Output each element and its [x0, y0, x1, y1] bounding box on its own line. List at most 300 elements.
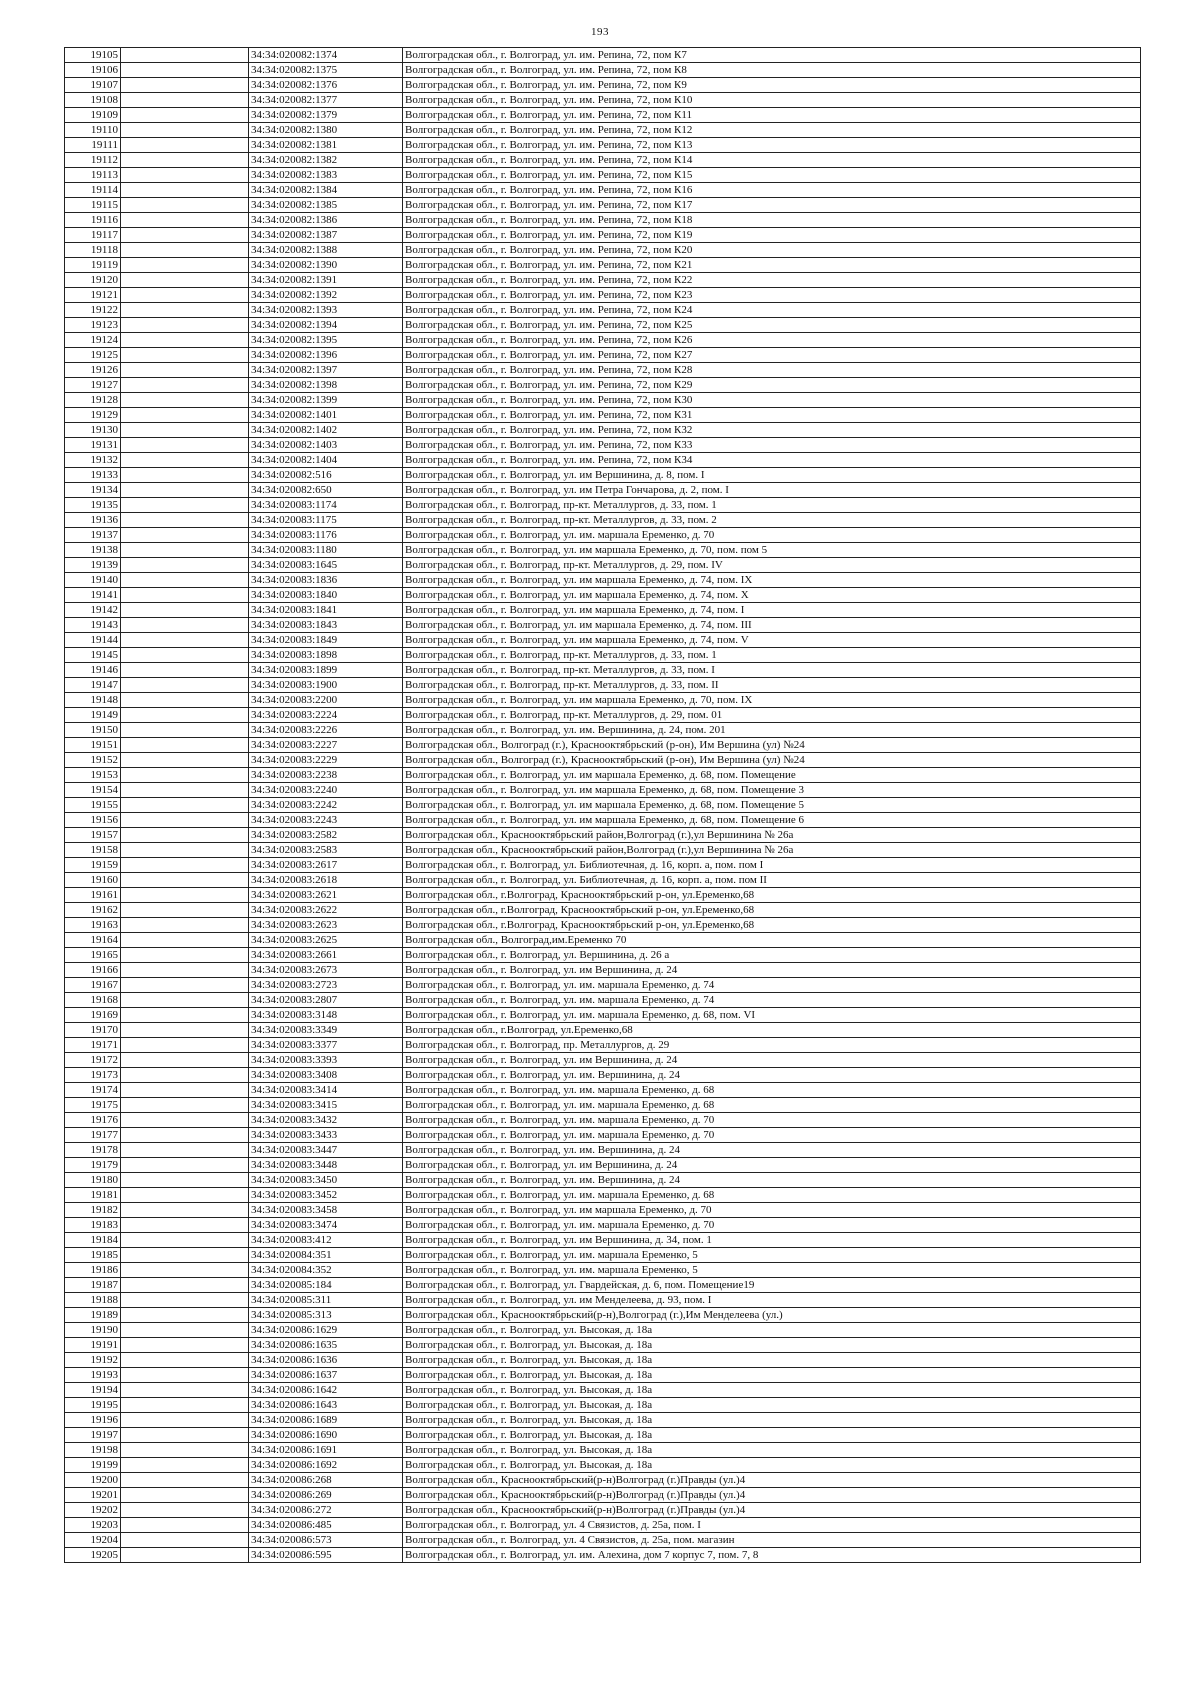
blank-cell — [121, 558, 249, 573]
blank-cell — [121, 948, 249, 963]
blank-cell — [121, 1113, 249, 1128]
row-number: 19198 — [65, 1443, 121, 1458]
address: Волгоградская обл., г. Волгоград, ул. им. маршала Еременко, д. 68, пом. VI — [403, 1008, 1141, 1023]
cadastral-number: 34:34:020083:2673 — [249, 963, 403, 978]
blank-cell — [121, 1098, 249, 1113]
table-row — [65, 708, 1141, 723]
blank-cell — [121, 1233, 249, 1248]
address: Волгоградская обл., г.Волгоград, Краснооктябрьский р-он, ул.Еременко,68 — [403, 903, 1141, 918]
blank-cell — [121, 138, 249, 153]
row-number: 19182 — [65, 1203, 121, 1218]
table-row — [65, 588, 1141, 603]
table-row — [65, 603, 1141, 618]
cadastral-number: 34:34:020083:1645 — [249, 558, 403, 573]
blank-cell — [121, 963, 249, 978]
cadastral-number: 34:34:020082:1392 — [249, 288, 403, 303]
blank-cell — [121, 408, 249, 423]
table-row — [65, 558, 1141, 573]
blank-cell — [121, 243, 249, 258]
address: Волгоградская обл., г. Волгоград, ул. им. Вершинина, д. 24 — [403, 1143, 1141, 1158]
row-number: 19159 — [65, 858, 121, 873]
row-number: 19141 — [65, 588, 121, 603]
address: Волгоградская обл., г. Волгоград, ул. Высокая, д. 18а — [403, 1353, 1141, 1368]
row-number: 19147 — [65, 678, 121, 693]
row-number: 19144 — [65, 633, 121, 648]
cadastral-number: 34:34:020082:1402 — [249, 423, 403, 438]
blank-cell — [121, 1398, 249, 1413]
cadastral-number: 34:34:020083:1899 — [249, 663, 403, 678]
blank-cell — [121, 1023, 249, 1038]
table-row — [65, 1083, 1141, 1098]
address: Волгоградская обл., Краснооктябрьский(р-н)Волгоград (г.)Правды (ул.)4 — [403, 1503, 1141, 1518]
blank-cell — [121, 363, 249, 378]
cadastral-number: 34:34:020082:1399 — [249, 393, 403, 408]
cadastral-number: 34:34:020083:2240 — [249, 783, 403, 798]
blank-cell — [121, 678, 249, 693]
address: Волгоградская обл., г. Волгоград, ул. им Вершинина, д. 24 — [403, 963, 1141, 978]
cadastral-number: 34:34:020083:1180 — [249, 543, 403, 558]
blank-cell — [121, 993, 249, 1008]
table-row — [65, 198, 1141, 213]
address: Волгоградская обл., г. Волгоград, пр-кт. Металлургов, д. 29, пом. IV — [403, 558, 1141, 573]
address: Волгоградская обл., г. Волгоград, ул. им. Вершинина, д. 24 — [403, 1173, 1141, 1188]
row-number: 19186 — [65, 1263, 121, 1278]
row-number: 19114 — [65, 183, 121, 198]
row-number: 19202 — [65, 1503, 121, 1518]
cadastral-number: 34:34:020086:1642 — [249, 1383, 403, 1398]
blank-cell — [121, 753, 249, 768]
address: Волгоградская обл., г. Волгоград, ул. им. Репина, 72, пом К21 — [403, 258, 1141, 273]
table-row — [65, 453, 1141, 468]
address: Волгоградская обл., г. Волгоград, ул. им маршала Еременко, д. 74, пом. V — [403, 633, 1141, 648]
address: Волгоградская обл., г. Волгоград, ул. Высокая, д. 18а — [403, 1383, 1141, 1398]
row-number: 19189 — [65, 1308, 121, 1323]
blank-cell — [121, 1473, 249, 1488]
table-row — [65, 1173, 1141, 1188]
blank-cell — [121, 633, 249, 648]
address: Волгоградская обл., г. Волгоград, ул. им. Репина, 72, пом К14 — [403, 153, 1141, 168]
cadastral-number: 34:34:020086:268 — [249, 1473, 403, 1488]
table-row — [65, 1098, 1141, 1113]
address: Волгоградская обл., г. Волгоград, ул. им маршала Еременко, д. 70, пом. IX — [403, 693, 1141, 708]
address: Волгоградская обл., г. Волгоград, ул. им. Репина, 72, пом К7 — [403, 48, 1141, 63]
cadastral-number: 34:34:020083:2625 — [249, 933, 403, 948]
cadastral-number: 34:34:020086:1636 — [249, 1353, 403, 1368]
address: Волгоградская обл., г. Волгоград, ул. им. Репина, 72, пом К25 — [403, 318, 1141, 333]
row-number: 19121 — [65, 288, 121, 303]
blank-cell — [121, 588, 249, 603]
address: Волгоградская обл., г. Волгоград, ул. им маршала Еременко, д. 74, пом. X — [403, 588, 1141, 603]
address: Волгоградская обл., г. Волгоград, ул. им Вершинина, д. 8, пом. I — [403, 468, 1141, 483]
blank-cell — [121, 723, 249, 738]
cadastral-number: 34:34:020082:1391 — [249, 273, 403, 288]
blank-cell — [121, 618, 249, 633]
blank-cell — [121, 693, 249, 708]
address: Волгоградская обл., г. Волгоград, пр. Металлургов, д. 29 — [403, 1038, 1141, 1053]
table-row — [65, 1398, 1141, 1413]
blank-cell — [121, 78, 249, 93]
table-row — [65, 183, 1141, 198]
row-number: 19188 — [65, 1293, 121, 1308]
address: Волгоградская обл., г. Волгоград, пр-кт. Металлургов, д. 33, пом. 1 — [403, 648, 1141, 663]
address: Волгоградская обл., Краснооктябрьский район,Волгоград (г.),ул Вершинина № 26а — [403, 843, 1141, 858]
row-number: 19180 — [65, 1173, 121, 1188]
row-number: 19123 — [65, 318, 121, 333]
table-row — [65, 498, 1141, 513]
address: Волгоградская обл., г. Волгоград, ул. им. маршала Еременко, д. 74 — [403, 993, 1141, 1008]
table-row — [65, 1248, 1141, 1263]
address: Волгоградская обл., г. Волгоград, ул. им маршала Еременко, д. 70, пом. пом 5 — [403, 543, 1141, 558]
blank-cell — [121, 273, 249, 288]
cadastral-number: 34:34:020083:3448 — [249, 1158, 403, 1173]
address: Волгоградская обл., г. Волгоград, ул. Высокая, д. 18а — [403, 1338, 1141, 1353]
table-row — [65, 1353, 1141, 1368]
row-number: 19171 — [65, 1038, 121, 1053]
row-number: 19203 — [65, 1518, 121, 1533]
cadastral-number: 34:34:020082:1382 — [249, 153, 403, 168]
blank-cell — [121, 183, 249, 198]
table-row — [65, 888, 1141, 903]
row-number: 19169 — [65, 1008, 121, 1023]
cadastral-number: 34:34:020086:573 — [249, 1533, 403, 1548]
registry-table-body — [65, 48, 1141, 1563]
row-number: 19137 — [65, 528, 121, 543]
cadastral-number: 34:34:020086:1643 — [249, 1398, 403, 1413]
row-number: 19106 — [65, 63, 121, 78]
blank-cell — [121, 843, 249, 858]
table-row — [65, 543, 1141, 558]
cadastral-number: 34:34:020082:1383 — [249, 168, 403, 183]
cadastral-number: 34:34:020086:485 — [249, 1518, 403, 1533]
blank-cell — [121, 903, 249, 918]
blank-cell — [121, 288, 249, 303]
address: Волгоградская обл., г.Волгоград, ул.Еременко,68 — [403, 1023, 1141, 1038]
row-number: 19173 — [65, 1068, 121, 1083]
row-number: 19128 — [65, 393, 121, 408]
address: Волгоградская обл., г. Волгоград, ул. им. Репина, 72, пом К19 — [403, 228, 1141, 243]
row-number: 19151 — [65, 738, 121, 753]
table-row — [65, 1293, 1141, 1308]
address: Волгоградская обл., г. Волгоград, ул. им. маршала Еременко, 5 — [403, 1248, 1141, 1263]
blank-cell — [121, 333, 249, 348]
row-number: 19145 — [65, 648, 121, 663]
cadastral-number: 34:34:020083:2622 — [249, 903, 403, 918]
cadastral-number: 34:34:020083:3474 — [249, 1218, 403, 1233]
address: Волгоградская обл., г. Волгоград, ул. им. Репина, 72, пом К13 — [403, 138, 1141, 153]
address: Волгоградская обл., г. Волгоград, ул. им. Репина, 72, пом К32 — [403, 423, 1141, 438]
cadastral-number: 34:34:020086:1691 — [249, 1443, 403, 1458]
address: Волгоградская обл., г. Волгоград, ул. Библиотечная, д. 16, корп. а, пом. пом I — [403, 858, 1141, 873]
blank-cell — [121, 1203, 249, 1218]
table-row — [65, 243, 1141, 258]
cadastral-number: 34:34:020082:1375 — [249, 63, 403, 78]
blank-cell — [121, 918, 249, 933]
cadastral-number: 34:34:020083:3432 — [249, 1113, 403, 1128]
blank-cell — [121, 1488, 249, 1503]
address: Волгоградская обл., г. Волгоград, ул. Высокая, д. 18а — [403, 1323, 1141, 1338]
address: Волгоградская обл., г. Волгоград, ул. им. Репина, 72, пом К29 — [403, 378, 1141, 393]
table-row — [65, 363, 1141, 378]
address: Волгоградская обл., г. Волгоград, ул. им. Репина, 72, пом К24 — [403, 303, 1141, 318]
row-number: 19142 — [65, 603, 121, 618]
row-number: 19125 — [65, 348, 121, 363]
table-row — [65, 63, 1141, 78]
address: Волгоградская обл., г. Волгоград, ул. им. маршала Еременко, д. 70 — [403, 1113, 1141, 1128]
row-number: 19130 — [65, 423, 121, 438]
table-row — [65, 663, 1141, 678]
row-number: 19148 — [65, 693, 121, 708]
cadastral-number: 34:34:020083:2243 — [249, 813, 403, 828]
address: Волгоградская обл., г. Волгоград, пр-кт. Металлургов, д. 33, пом. 2 — [403, 513, 1141, 528]
blank-cell — [121, 888, 249, 903]
table-row — [65, 1323, 1141, 1338]
table-row — [65, 423, 1141, 438]
blank-cell — [121, 213, 249, 228]
row-number: 19150 — [65, 723, 121, 738]
table-row — [65, 1473, 1141, 1488]
table-row — [65, 1023, 1141, 1038]
row-number: 19108 — [65, 93, 121, 108]
cadastral-number: 34:34:020082:1397 — [249, 363, 403, 378]
address: Волгоградская обл., Краснооктябрьский район,Волгоград (г.),ул Вершинина № 26а — [403, 828, 1141, 843]
address: Волгоградская обл., г. Волгоград, ул. им. маршала Еременко, д. 68 — [403, 1188, 1141, 1203]
cadastral-number: 34:34:020083:2224 — [249, 708, 403, 723]
cadastral-number: 34:34:020083:2621 — [249, 888, 403, 903]
cadastral-number: 34:34:020085:311 — [249, 1293, 403, 1308]
cadastral-number: 34:34:020083:3458 — [249, 1203, 403, 1218]
table-row — [65, 1413, 1141, 1428]
row-number: 19185 — [65, 1248, 121, 1263]
table-row — [65, 528, 1141, 543]
blank-cell — [121, 1518, 249, 1533]
table-row — [65, 1533, 1141, 1548]
page-number: 193 — [591, 26, 609, 38]
table-row — [65, 378, 1141, 393]
cadastral-number: 34:34:020083:3377 — [249, 1038, 403, 1053]
table-row — [65, 1008, 1141, 1023]
address: Волгоградская обл., г. Волгоград, ул. Гвардейская, д. 6, пом. Помещение19 — [403, 1278, 1141, 1293]
table-row — [65, 993, 1141, 1008]
address: Волгоградская обл., г. Волгоград, ул. Вершинина, д. 26 а — [403, 948, 1141, 963]
blank-cell — [121, 1293, 249, 1308]
row-number: 19191 — [65, 1338, 121, 1353]
table-row — [65, 843, 1141, 858]
address: Волгоградская обл., г. Волгоград, ул. Библиотечная, д. 16, корп. а, пом. пом II — [403, 873, 1141, 888]
address: Волгоградская обл., г. Волгоград, ул. Высокая, д. 18а — [403, 1413, 1141, 1428]
address: Волгоградская обл., г. Волгоград, ул. им. Репина, 72, пом К9 — [403, 78, 1141, 93]
blank-cell — [121, 603, 249, 618]
table-row — [65, 483, 1141, 498]
cadastral-number: 34:34:020086:1689 — [249, 1413, 403, 1428]
table-row — [65, 288, 1141, 303]
address: Волгоградская обл., г. Волгоград, ул. им. маршала Еременко, д. 74 — [403, 978, 1141, 993]
row-number: 19155 — [65, 798, 121, 813]
address: Волгоградская обл., г. Волгоград, ул. им маршала Еременко, д. 68, пом. Помещение 5 — [403, 798, 1141, 813]
blank-cell — [121, 1263, 249, 1278]
row-number: 19118 — [65, 243, 121, 258]
blank-cell — [121, 108, 249, 123]
table-row — [65, 1068, 1141, 1083]
table-row — [65, 318, 1141, 333]
row-number: 19167 — [65, 978, 121, 993]
blank-cell — [121, 1413, 249, 1428]
table-row — [65, 648, 1141, 663]
cadastral-number: 34:34:020082:1386 — [249, 213, 403, 228]
row-number: 19170 — [65, 1023, 121, 1038]
blank-cell — [121, 663, 249, 678]
cadastral-number: 34:34:020083:1841 — [249, 603, 403, 618]
cadastral-number: 34:34:020082:1374 — [249, 48, 403, 63]
table-row — [65, 153, 1141, 168]
table-row — [65, 228, 1141, 243]
row-number: 19165 — [65, 948, 121, 963]
table-row — [65, 1458, 1141, 1473]
cadastral-number: 34:34:020082:1398 — [249, 378, 403, 393]
table-row — [65, 1038, 1141, 1053]
cadastral-number: 34:34:020083:2618 — [249, 873, 403, 888]
row-number: 19154 — [65, 783, 121, 798]
row-number: 19113 — [65, 168, 121, 183]
blank-cell — [121, 1053, 249, 1068]
address: Волгоградская обл., Волгоград,им.Еременко 70 — [403, 933, 1141, 948]
blank-cell — [121, 648, 249, 663]
row-number: 19178 — [65, 1143, 121, 1158]
table-row — [65, 798, 1141, 813]
row-number: 19204 — [65, 1533, 121, 1548]
table-row — [65, 168, 1141, 183]
row-number: 19134 — [65, 483, 121, 498]
blank-cell — [121, 1278, 249, 1293]
cadastral-number: 34:34:020086:272 — [249, 1503, 403, 1518]
cadastral-number: 34:34:020083:2623 — [249, 918, 403, 933]
address: Волгоградская обл., г. Волгоград, пр-кт. Металлургов, д. 33, пом. 1 — [403, 498, 1141, 513]
blank-cell — [121, 1458, 249, 1473]
address: Волгоградская обл., г. Волгоград, ул. им маршала Еременко, д. 68, пом. Помещение 6 — [403, 813, 1141, 828]
blank-cell — [121, 978, 249, 993]
blank-cell — [121, 303, 249, 318]
row-number: 19162 — [65, 903, 121, 918]
address: Волгоградская обл., г. Волгоград, ул. им. Алехина, дом 7 корпус 7, пом. 7, 8 — [403, 1548, 1141, 1563]
blank-cell — [121, 1503, 249, 1518]
blank-cell — [121, 1338, 249, 1353]
row-number: 19163 — [65, 918, 121, 933]
address: Волгоградская обл., г. Волгоград, ул. им. маршала Еременко, д. 68 — [403, 1083, 1141, 1098]
blank-cell — [121, 1353, 249, 1368]
row-number: 19205 — [65, 1548, 121, 1563]
address: Волгоградская обл., г. Волгоград, ул. им Петра Гончарова, д. 2, пом. I — [403, 483, 1141, 498]
blank-cell — [121, 48, 249, 63]
table-row — [65, 1263, 1141, 1278]
blank-cell — [121, 393, 249, 408]
row-number: 19157 — [65, 828, 121, 843]
row-number: 19179 — [65, 1158, 121, 1173]
row-number: 19116 — [65, 213, 121, 228]
row-number: 19127 — [65, 378, 121, 393]
table-row — [65, 1338, 1141, 1353]
table-row — [65, 93, 1141, 108]
blank-cell — [121, 873, 249, 888]
cadastral-number: 34:34:020086:1692 — [249, 1458, 403, 1473]
address: Волгоградская обл., г. Волгоград, ул. им Менделеева, д. 93, пом. I — [403, 1293, 1141, 1308]
address: Волгоградская обл., г. Волгоград, ул. им. Репина, 72, пом К31 — [403, 408, 1141, 423]
blank-cell — [121, 813, 249, 828]
cadastral-number: 34:34:020082:1396 — [249, 348, 403, 363]
table-row — [65, 1383, 1141, 1398]
table-row — [65, 1113, 1141, 1128]
table-row — [65, 273, 1141, 288]
row-number: 19109 — [65, 108, 121, 123]
blank-cell — [121, 228, 249, 243]
blank-cell — [121, 318, 249, 333]
address: Волгоградская обл., г. Волгоград, ул. им. Репина, 72, пом К10 — [403, 93, 1141, 108]
blank-cell — [121, 1323, 249, 1338]
row-number: 19110 — [65, 123, 121, 138]
row-number: 19166 — [65, 963, 121, 978]
address: Волгоградская обл., г. Волгоград, ул. им маршала Еременко, д. 68, пом. Помещение 3 — [403, 783, 1141, 798]
cadastral-number: 34:34:020082:1376 — [249, 78, 403, 93]
table-row — [65, 633, 1141, 648]
cadastral-number: 34:34:020082:1377 — [249, 93, 403, 108]
address: Волгоградская обл., Волгоград (г.), Краснооктябрьский (р-он), Им Вершина (ул) №24 — [403, 753, 1141, 768]
table-row — [65, 138, 1141, 153]
cadastral-number: 34:34:020083:1898 — [249, 648, 403, 663]
blank-cell — [121, 1128, 249, 1143]
address: Волгоградская обл., г. Волгоград, ул. им. маршала Еременко, д. 70 — [403, 1218, 1141, 1233]
table-row — [65, 408, 1141, 423]
row-number: 19156 — [65, 813, 121, 828]
blank-cell — [121, 528, 249, 543]
address: Волгоградская обл., Волгоград (г.), Краснооктябрьский (р-он), Им Вершина (ул) №24 — [403, 738, 1141, 753]
address: Волгоградская обл., г. Волгоград, ул. им Вершинина, д. 24 — [403, 1158, 1141, 1173]
cadastral-number: 34:34:020083:2617 — [249, 858, 403, 873]
row-number: 19146 — [65, 663, 121, 678]
table-row — [65, 1203, 1141, 1218]
row-number: 19183 — [65, 1218, 121, 1233]
cadastral-number: 34:34:020084:351 — [249, 1248, 403, 1263]
table-row — [65, 963, 1141, 978]
row-number: 19119 — [65, 258, 121, 273]
cadastral-number: 34:34:020082:1384 — [249, 183, 403, 198]
registry-table — [64, 47, 1141, 1563]
row-number: 19195 — [65, 1398, 121, 1413]
address: Волгоградская обл., Краснооктябрьский(р-н)Волгоград (г.)Правды (ул.)4 — [403, 1488, 1141, 1503]
row-number: 19199 — [65, 1458, 121, 1473]
address: Волгоградская обл., г. Волгоград, ул. им маршала Еременко, д. 74, пом. I — [403, 603, 1141, 618]
row-number: 19193 — [65, 1368, 121, 1383]
cadastral-number: 34:34:020082:1379 — [249, 108, 403, 123]
address: Волгоградская обл., г. Волгоград, ул. 4 Связистов, д. 25а, пом. I — [403, 1518, 1141, 1533]
blank-cell — [121, 1083, 249, 1098]
address: Волгоградская обл., г. Волгоград, ул. им Вершинина, д. 24 — [403, 1053, 1141, 1068]
blank-cell — [121, 453, 249, 468]
cadastral-number: 34:34:020083:3349 — [249, 1023, 403, 1038]
blank-cell — [121, 93, 249, 108]
table-row — [65, 1503, 1141, 1518]
table-row — [65, 333, 1141, 348]
row-number: 19138 — [65, 543, 121, 558]
cadastral-number: 34:34:020083:3415 — [249, 1098, 403, 1113]
blank-cell — [121, 258, 249, 273]
table-row — [65, 303, 1141, 318]
cadastral-number: 34:34:020082:1380 — [249, 123, 403, 138]
cadastral-number: 34:34:020082:1381 — [249, 138, 403, 153]
table-row — [65, 513, 1141, 528]
blank-cell — [121, 1533, 249, 1548]
table-row — [65, 123, 1141, 138]
row-number: 19139 — [65, 558, 121, 573]
blank-cell — [121, 1308, 249, 1323]
cadastral-number: 34:34:020083:1836 — [249, 573, 403, 588]
